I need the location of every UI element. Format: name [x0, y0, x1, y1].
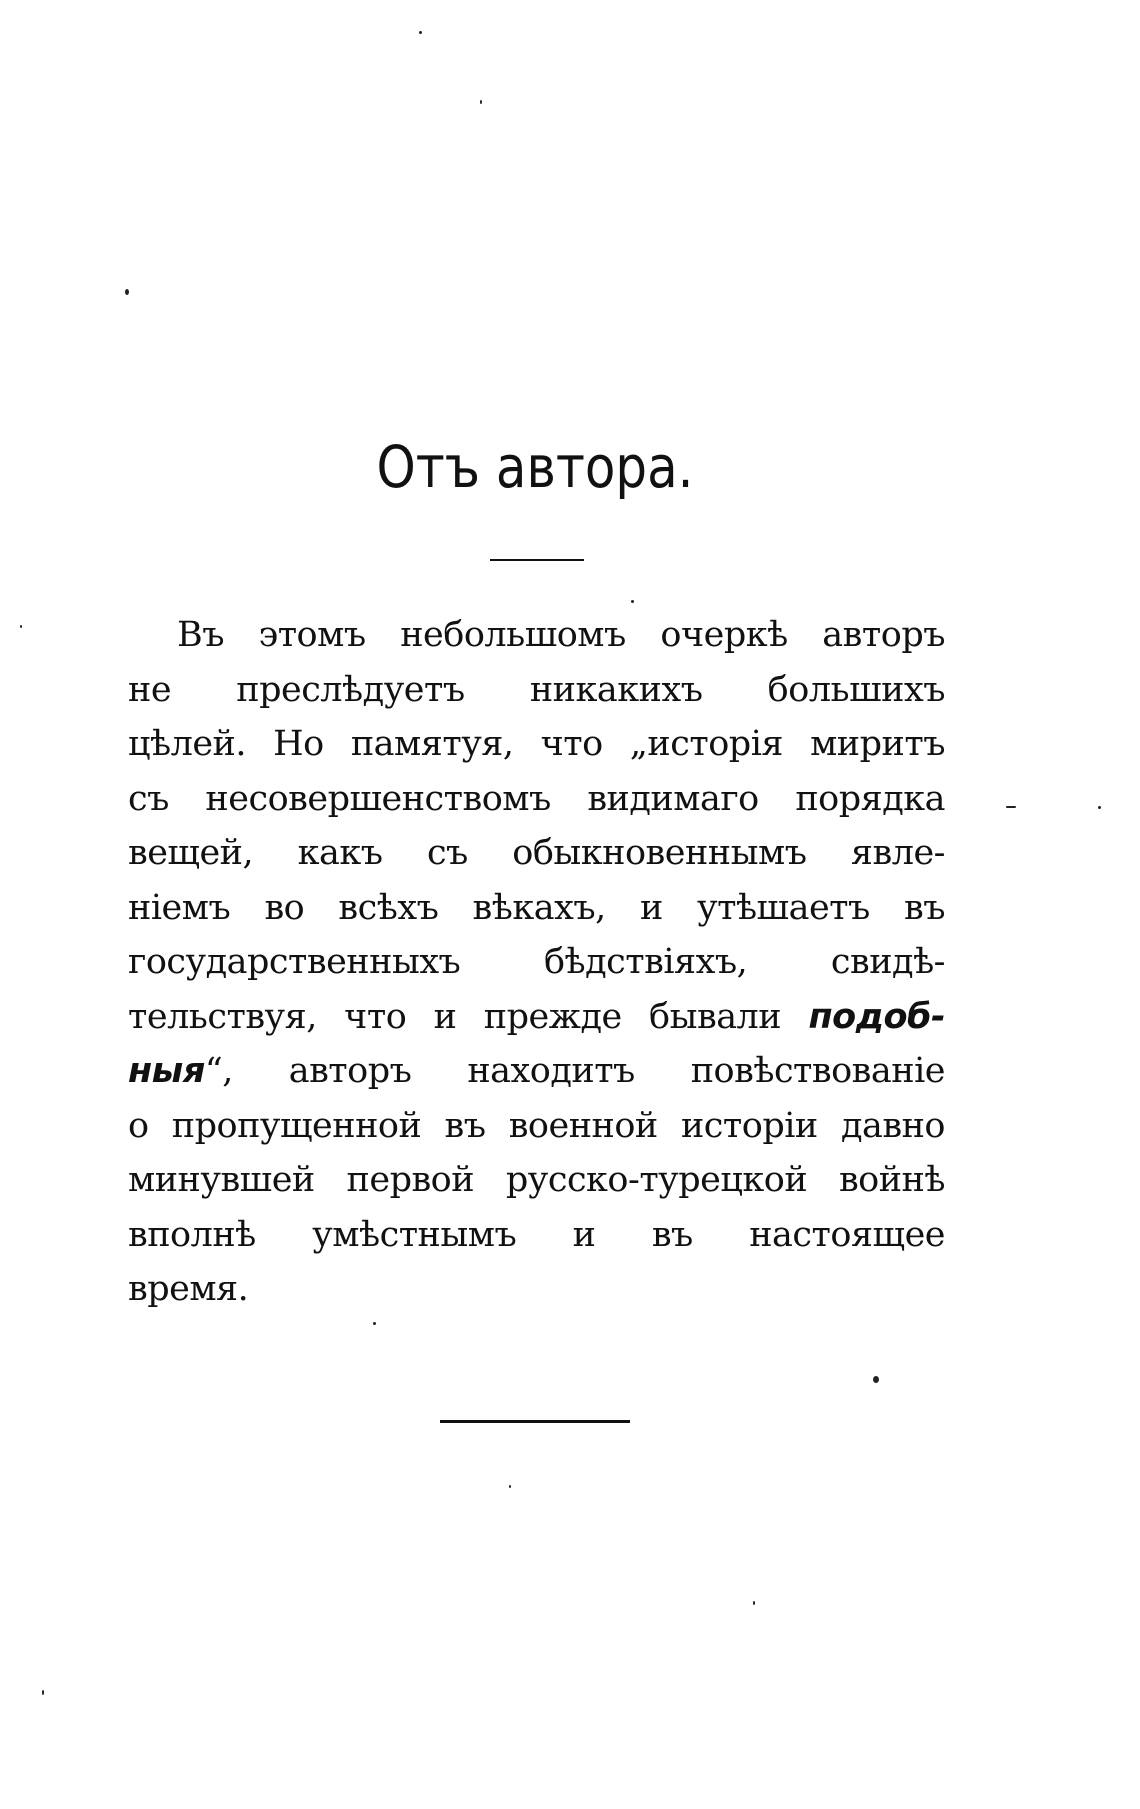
scan-speck — [20, 625, 22, 628]
paragraph-line: ніемъ во всѣхъ вѣкахъ, и утѣшаетъ въ — [128, 887, 945, 928]
end-divider — [440, 1420, 630, 1423]
paragraph-line: цѣлей. Но памятуя, что „исторія миритъ — [128, 724, 945, 764]
scan-speck — [480, 100, 482, 104]
scan-speck — [419, 31, 422, 34]
scan-speck — [125, 289, 129, 295]
paragraph-line — [128, 990, 945, 1045]
scan-speck — [42, 1690, 44, 1695]
paragraph-line: вещей, какъ съ обыкновеннымъ явле- — [128, 833, 945, 873]
paragraph-line: вполнѣ умѣстнымъ и въ настоящее — [128, 1214, 945, 1255]
paragraph-line — [128, 1044, 945, 1099]
line-text: тельствуя, что и прежде бывали — [128, 996, 809, 1037]
paragraph-line: Въ этомъ небольшомъ очеркѣ авторъ — [177, 615, 945, 655]
scan-speck — [509, 1485, 511, 1488]
scan-speck — [873, 1376, 879, 1383]
scan-speck — [1006, 806, 1016, 808]
paragraph-line: съ несовершенствомъ видимаго порядка — [128, 778, 945, 819]
line-text: “, авторъ находитъ повѣствованіе — [204, 1051, 945, 1091]
page-title: Отъ автора. — [376, 433, 694, 501]
title-divider — [490, 559, 584, 561]
scan-speck — [631, 600, 634, 603]
italic-text: ныя — [128, 1051, 205, 1091]
paragraph-line: о пропущенной въ военной исторіи давно — [128, 1105, 945, 1146]
paragraph-line: время. — [128, 1269, 249, 1309]
paragraph-line: государственныхъ бѣдствіяхъ, свидѣ- — [128, 942, 945, 982]
italic-text: подоб- — [808, 996, 945, 1037]
paragraph-line: минувшей первой русско-турецкой войнѣ — [128, 1160, 945, 1200]
preface-paragraph — [128, 608, 945, 1317]
scan-speck — [373, 1322, 376, 1325]
scan-speck — [753, 1601, 755, 1605]
scan-speck — [1098, 806, 1101, 809]
paragraph-line: не преслѣдуетъ никакихъ большихъ — [128, 669, 945, 710]
